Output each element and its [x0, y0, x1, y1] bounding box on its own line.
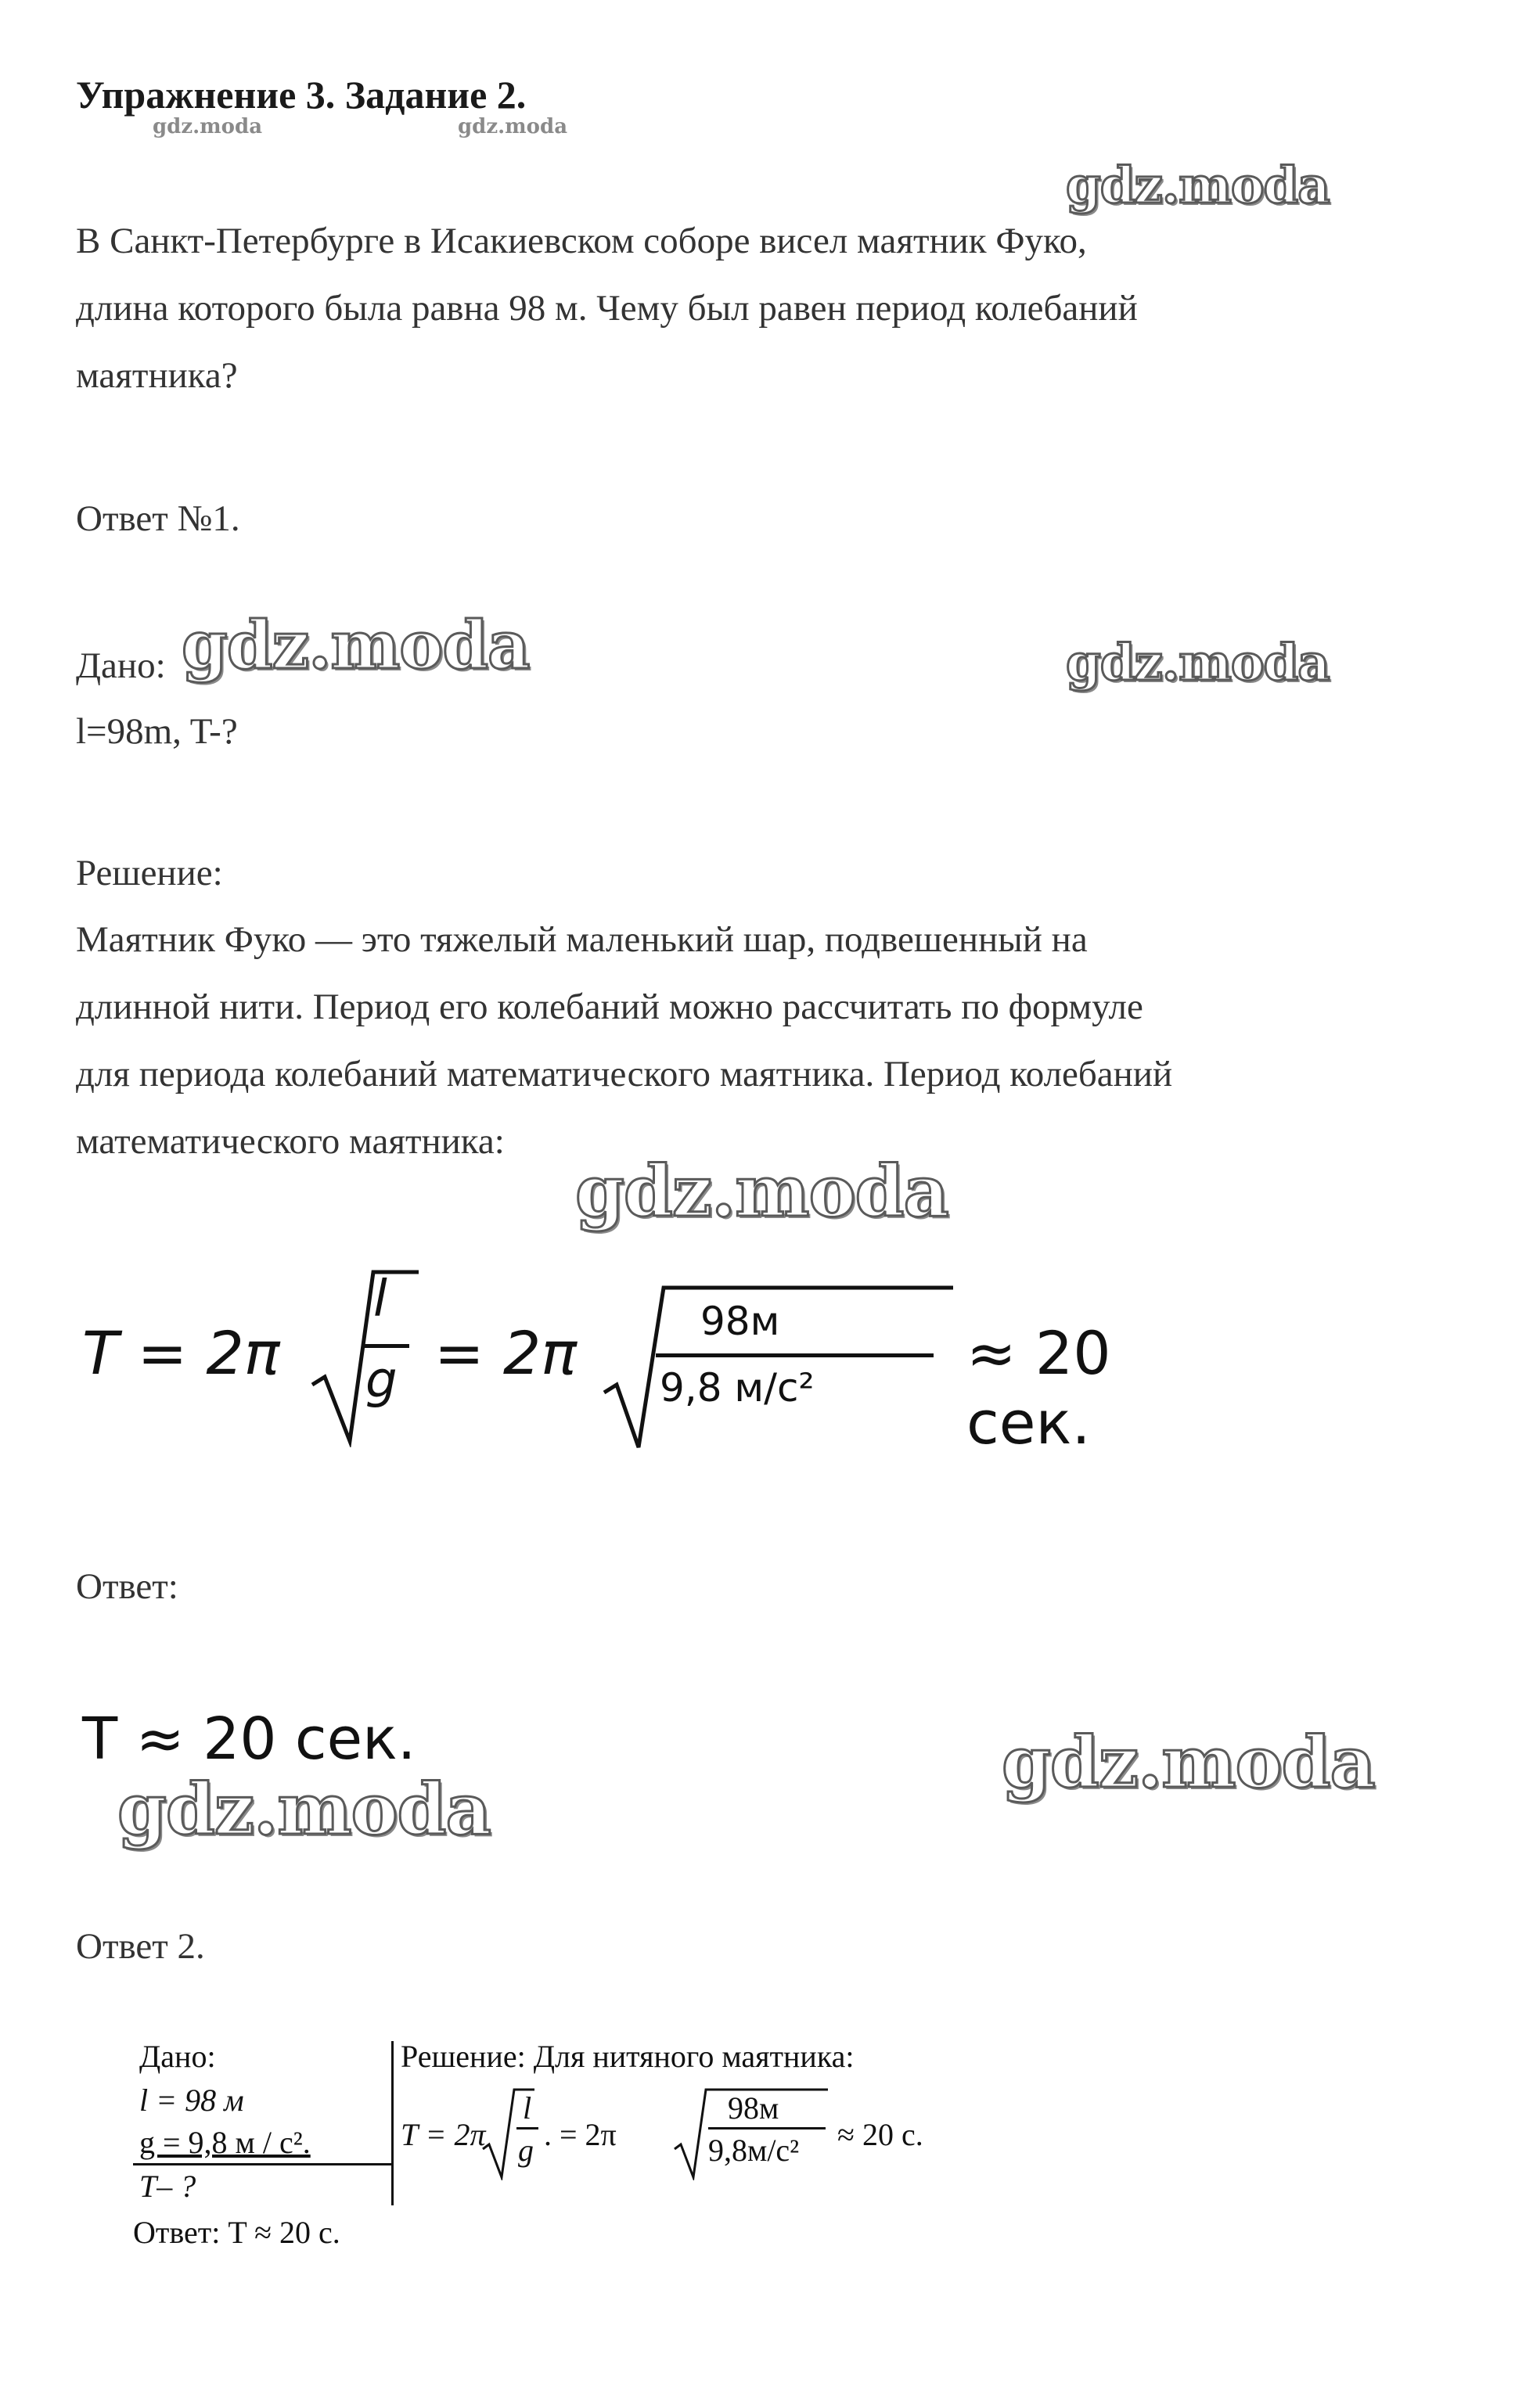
fraction-numerator: 98м [728, 2090, 779, 2126]
page-title: Упражнение 3. Задание 2. [76, 73, 527, 117]
formula-result: ≈ 20 сек. [966, 1318, 1111, 1457]
answer-value: T ≈ 20 сек. [82, 1705, 416, 1773]
watermark: gdz.moda [182, 606, 530, 684]
fraction-bar [516, 2127, 538, 2129]
fraction-numerator: l [373, 1270, 387, 1328]
given-label: Дано: [76, 645, 166, 686]
formula-lhs: T = 2π [82, 1318, 280, 1388]
problem-text [76, 207, 1138, 409]
watermark: gdz.moda [1002, 1721, 1375, 1804]
formula-eq2: . = 2π [544, 2117, 617, 2152]
given-divider [133, 2163, 391, 2165]
watermark-small: gdz.moda [458, 115, 568, 138]
solution-heading: Решение: Для нитяного маятника: [401, 2039, 855, 2074]
problem-line: маятника? [76, 355, 238, 396]
solution-line: математического маятника: [76, 1121, 505, 1162]
solution-line: длинной нити. Период его колебаний можно рассчитать по формуле [76, 987, 1143, 1027]
watermark: gdz.moda [1066, 634, 1330, 692]
formula-eq2: = 2π [434, 1318, 577, 1388]
fraction-denominator: 9,8м/с² [708, 2133, 800, 2168]
solution-line: Маятник Фуко — это тяжелый маленький шар, подвешенный на [76, 919, 1088, 960]
fraction-bar [656, 1353, 934, 1357]
fraction-denominator: g [365, 1352, 398, 1410]
given-length: l = 98 м [139, 2083, 244, 2118]
given-values: l=98m, T-? [76, 711, 238, 752]
fraction-numerator: l [523, 2090, 532, 2126]
formula-result: ≈ 20 с. [837, 2117, 923, 2152]
column-divider [391, 2041, 394, 2205]
problem-line: длина которого была равна 98 м. Чему был равен период колебаний [76, 288, 1138, 329]
solution-text [76, 906, 1172, 1175]
solution-label: Решение: [76, 853, 223, 893]
watermark: gdz.moda [575, 1150, 948, 1233]
fraction-bar [708, 2127, 826, 2129]
solution-line: для периода колебаний математического маятника. Период колебаний [76, 1054, 1173, 1094]
watermark-small: gdz.moda [153, 115, 263, 138]
answer2-scan [133, 2038, 978, 2273]
find-value: T– ? [139, 2169, 196, 2204]
given-gravity: g = 9,8 м / с². [139, 2125, 311, 2160]
formula-lhs: T = 2π [401, 2117, 486, 2152]
period-formula [82, 1260, 1217, 1463]
answer1-heading: Ответ №1. [76, 498, 240, 539]
given-label: Дано: [139, 2039, 216, 2074]
fraction-numerator: 98м [700, 1299, 780, 1344]
answer2-result: Ответ: T ≈ 20 с. [133, 2215, 340, 2250]
answer-label: Ответ: [76, 1566, 178, 1607]
watermark: gdz.moda [1066, 156, 1330, 215]
problem-line: В Санкт-Петербурге в Исакиевском соборе висел маятник Фуко, [76, 221, 1087, 261]
watermark: gdz.moda [117, 1768, 491, 1851]
fraction-denominator: 9,8 м/с² [660, 1365, 815, 1411]
fraction-denominator: g [518, 2133, 534, 2168]
answer2-heading: Ответ 2. [76, 1926, 205, 1967]
fraction-bar [362, 1344, 409, 1348]
